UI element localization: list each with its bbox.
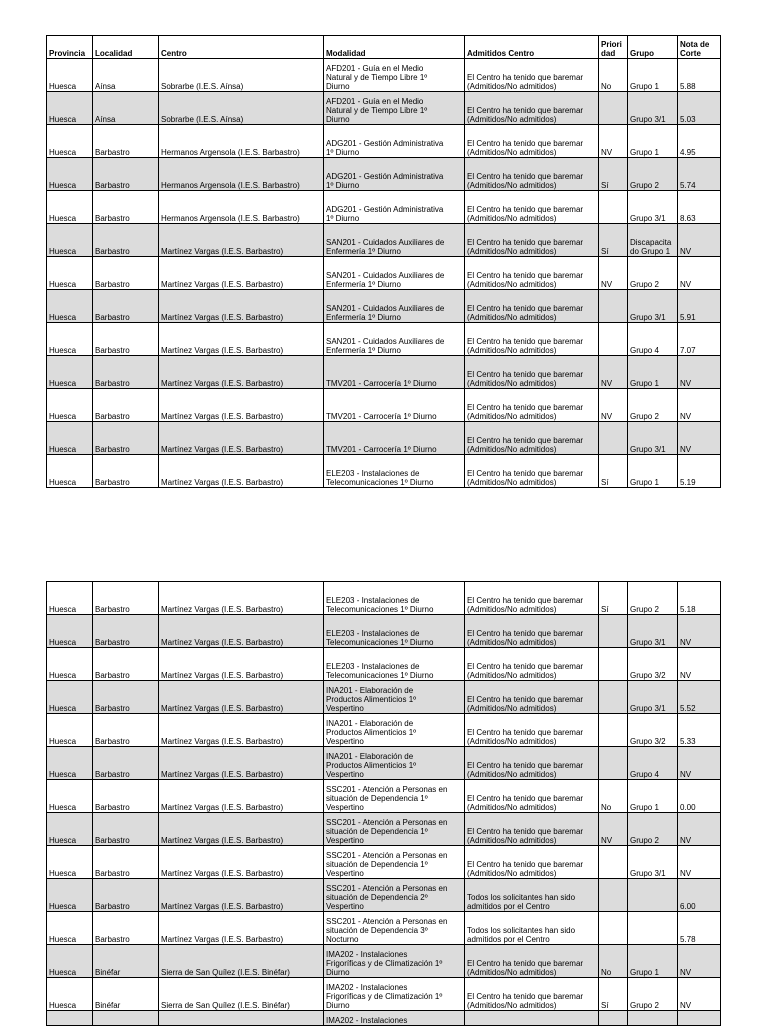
cell-prioridad: Sí [599,455,628,488]
table-row [47,747,721,780]
cell-prioridad [599,879,628,912]
cell-centro [159,1011,324,1026]
cell-modalidad: SSC201 - Atención a Personas en situación de Dependencia 1º Vespertino [324,813,465,846]
cell-localidad [93,1011,159,1026]
header-grupo: Grupo [628,36,678,59]
cell-modalidad: TMV201 - Carrocería 1º Diurno [324,422,465,455]
cell-prioridad [599,92,628,125]
cell-nota: 5.74 [678,158,721,191]
header-row [47,36,721,59]
cell-admitidos: El Centro ha tenido que baremar (Admitidos/No admitidos) [465,582,599,615]
cell-admitidos: Todos los solicitantes han sido admitidos por el Centro [465,879,599,912]
cell-localidad: Barbastro [93,780,159,813]
header-nota: Nota de Corte [678,36,721,59]
table-row [47,92,721,125]
cell-prioridad: NV [599,813,628,846]
cell-prioridad: No [599,945,628,978]
cell-provincia: Huesca [47,714,93,747]
table-row [47,356,721,389]
cell-grupo: Grupo 2 [628,813,678,846]
cell-prioridad [599,912,628,945]
cell-nota: 4.95 [678,125,721,158]
cell-modalidad: ELE203 - Instalaciones de Telecomunicaciones 1º Diurno [324,455,465,488]
cell-grupo: Grupo 3/1 [628,846,678,879]
header-admitidos: Admitidos Centro [465,36,599,59]
cell-localidad: Barbastro [93,455,159,488]
cell-provincia: Huesca [47,747,93,780]
cell-localidad: Aínsa [93,59,159,92]
cell-modalidad: SSC201 - Atención a Personas en situación de Dependencia 2º Vespertino [324,879,465,912]
cell-provincia: Huesca [47,125,93,158]
cell-modalidad: SAN201 - Cuidados Auxiliares de Enfermería 1º Diurno [324,290,465,323]
cell-nota: 5.52 [678,681,721,714]
cell-provincia: Huesca [47,191,93,224]
cell-modalidad: INA201 - Elaboración de Productos Alimenticios 1º Vespertino [324,747,465,780]
cell-centro: Hermanos Argensola (I.E.S. Barbastro) [159,125,324,158]
cell-centro: Martínez Vargas (I.E.S. Barbastro) [159,323,324,356]
table-row [47,978,721,1011]
cell-admitidos [465,1011,599,1026]
cell-centro: Sierra de San Quílez (I.E.S. Binéfar) [159,978,324,1011]
cell-provincia: Huesca [47,780,93,813]
cell-grupo: Grupo 4 [628,323,678,356]
cell-modalidad: INA201 - Elaboración de Productos Alimenticios 1º Vespertino [324,681,465,714]
cell-prioridad [599,681,628,714]
cell-centro: Martínez Vargas (I.E.S. Barbastro) [159,389,324,422]
cell-provincia: Huesca [47,290,93,323]
cell-nota: 5.18 [678,582,721,615]
cell-provincia: Huesca [47,257,93,290]
cell-modalidad: SSC201 - Atención a Personas en situación de Dependencia 1º Vespertino [324,846,465,879]
table-row [47,846,721,879]
cell-centro: Martínez Vargas (I.E.S. Barbastro) [159,455,324,488]
cell-grupo: Discapacita do Grupo 1 [628,224,678,257]
cell-grupo: Grupo 2 [628,257,678,290]
cell-modalidad: IMA202 - Instalaciones [324,1011,465,1026]
cell-centro: Martínez Vargas (I.E.S. Barbastro) [159,879,324,912]
cell-modalidad: TMV201 - Carrocería 1º Diurno [324,389,465,422]
cell-centro: Martínez Vargas (I.E.S. Barbastro) [159,290,324,323]
cell-localidad: Barbastro [93,681,159,714]
cell-localidad: Barbastro [93,648,159,681]
table-row [47,582,721,615]
table-row [47,191,721,224]
cell-grupo: Grupo 3/1 [628,92,678,125]
cell-provincia: Huesca [47,224,93,257]
cell-centro: Martínez Vargas (I.E.S. Barbastro) [159,582,324,615]
cell-localidad: Binéfar [93,978,159,1011]
table-row [47,290,721,323]
cell-prioridad [599,1011,628,1026]
cell-nota: 5.19 [678,455,721,488]
cell-grupo [628,1011,678,1026]
cell-localidad: Binéfar [93,945,159,978]
cell-modalidad: ELE203 - Instalaciones de Telecomunicaciones 1º Diurno [324,582,465,615]
cell-provincia: Huesca [47,158,93,191]
admissions-table-2 [46,581,721,1026]
cell-localidad: Barbastro [93,422,159,455]
table-row [47,59,721,92]
cell-modalidad: INA201 - Elaboración de Productos Alimenticios 1º Vespertino [324,714,465,747]
cell-prioridad [599,615,628,648]
table-row [47,648,721,681]
cell-prioridad: Sí [599,158,628,191]
cell-provincia: Huesca [47,615,93,648]
cell-admitidos: El Centro ha tenido que baremar (Admitidos/No admitidos) [465,747,599,780]
cell-grupo: Grupo 4 [628,747,678,780]
cell-centro: Martínez Vargas (I.E.S. Barbastro) [159,813,324,846]
cell-localidad: Barbastro [93,224,159,257]
cell-nota [678,1011,721,1026]
table-row [47,813,721,846]
table-row [47,879,721,912]
cell-provincia: Huesca [47,681,93,714]
cell-centro: Martínez Vargas (I.E.S. Barbastro) [159,714,324,747]
cell-centro: Martínez Vargas (I.E.S. Barbastro) [159,681,324,714]
cell-prioridad: No [599,59,628,92]
cell-prioridad: Sí [599,582,628,615]
cell-provincia: Huesca [47,846,93,879]
table-row [47,422,721,455]
cell-centro: Martínez Vargas (I.E.S. Barbastro) [159,912,324,945]
cell-grupo: Grupo 1 [628,125,678,158]
cell-localidad: Barbastro [93,615,159,648]
cell-grupo: Grupo 3/1 [628,191,678,224]
cell-localidad: Barbastro [93,747,159,780]
cell-grupo: Grupo 3/2 [628,648,678,681]
cell-nota: NV [678,615,721,648]
cell-modalidad: TMV201 - Carrocería 1º Diurno [324,356,465,389]
cell-provincia: Huesca [47,945,93,978]
cell-nota: 5.88 [678,59,721,92]
cell-admitidos: El Centro ha tenido que baremar (Admitidos/No admitidos) [465,714,599,747]
cell-provincia [47,1011,93,1026]
cell-admitidos: El Centro ha tenido que baremar (Admitidos/No admitidos) [465,846,599,879]
cell-nota: 5.91 [678,290,721,323]
table-row [47,945,721,978]
cell-localidad: Barbastro [93,356,159,389]
cell-localidad: Barbastro [93,125,159,158]
cell-grupo [628,879,678,912]
cell-prioridad [599,422,628,455]
cell-centro: Martínez Vargas (I.E.S. Barbastro) [159,257,324,290]
cell-prioridad [599,747,628,780]
cell-modalidad: SAN201 - Cuidados Auxiliares de Enfermería 1º Diurno [324,224,465,257]
header-localidad: Localidad [93,36,159,59]
cell-centro: Hermanos Argensola (I.E.S. Barbastro) [159,191,324,224]
cell-provincia: Huesca [47,813,93,846]
cell-grupo: Grupo 1 [628,455,678,488]
table-row [47,158,721,191]
table-row [47,1011,721,1026]
cell-admitidos: El Centro ha tenido que baremar (Admitidos/No admitidos) [465,422,599,455]
cell-nota: 0.00 [678,780,721,813]
cell-nota: NV [678,747,721,780]
cell-centro: Martínez Vargas (I.E.S. Barbastro) [159,648,324,681]
cell-provincia: Huesca [47,978,93,1011]
cell-localidad: Barbastro [93,714,159,747]
cell-grupo: Grupo 2 [628,978,678,1011]
cell-centro: Martínez Vargas (I.E.S. Barbastro) [159,224,324,257]
cell-prioridad [599,846,628,879]
cell-admitidos: Todos los solicitantes han sido admitidos por el Centro [465,912,599,945]
cell-provincia: Huesca [47,455,93,488]
cell-modalidad: SSC201 - Atención a Personas en situación de Dependencia 3º Nocturno [324,912,465,945]
header-modalidad: Modalidad [324,36,465,59]
cell-centro: Martínez Vargas (I.E.S. Barbastro) [159,422,324,455]
cell-localidad: Barbastro [93,257,159,290]
cell-modalidad: AFD201 - Guía en el Medio Natural y de Tiempo Libre 1º Diurno [324,92,465,125]
cell-provincia: Huesca [47,879,93,912]
cell-admitidos: El Centro ha tenido que baremar (Admitidos/No admitidos) [465,323,599,356]
cell-modalidad: ADG201 - Gestión Administrativa 1º Diurno [324,191,465,224]
cell-admitidos: El Centro ha tenido que baremar (Admitidos/No admitidos) [465,813,599,846]
table-row [47,323,721,356]
cell-provincia: Huesca [47,648,93,681]
cell-nota: NV [678,422,721,455]
cell-grupo: Grupo 3/2 [628,714,678,747]
cell-centro: Martínez Vargas (I.E.S. Barbastro) [159,846,324,879]
cell-modalidad: SAN201 - Cuidados Auxiliares de Enfermería 1º Diurno [324,323,465,356]
cell-nota: 6.00 [678,879,721,912]
cell-admitidos: El Centro ha tenido que baremar (Admitidos/No admitidos) [465,59,599,92]
cell-modalidad: ADG201 - Gestión Administrativa 1º Diurno [324,158,465,191]
cell-grupo: Grupo 2 [628,582,678,615]
cell-prioridad [599,290,628,323]
table-row [47,455,721,488]
header-prioridad: Priori dad [599,36,628,59]
cell-grupo: Grupo 3/1 [628,290,678,323]
cell-provincia: Huesca [47,356,93,389]
table-row [47,389,721,422]
cell-admitidos: El Centro ha tenido que baremar (Admitidos/No admitidos) [465,648,599,681]
cell-nota: NV [678,356,721,389]
cell-grupo: Grupo 1 [628,356,678,389]
admissions-table-1 [46,35,721,488]
cell-provincia: Huesca [47,92,93,125]
table-row [47,125,721,158]
table-row [47,714,721,747]
cell-admitidos: El Centro ha tenido que baremar (Admitidos/No admitidos) [465,125,599,158]
cell-modalidad: AFD201 - Guía en el Medio Natural y de Tiempo Libre 1º Diurno [324,59,465,92]
cell-prioridad [599,191,628,224]
cell-centro: Sobrarbe (I.E.S. Aínsa) [159,92,324,125]
cell-admitidos: El Centro ha tenido que baremar (Admitidos/No admitidos) [465,389,599,422]
cell-grupo: Grupo 3/1 [628,681,678,714]
cell-prioridad: NV [599,257,628,290]
cell-admitidos: El Centro ha tenido que baremar (Admitidos/No admitidos) [465,257,599,290]
header-provincia: Provincia [47,36,93,59]
table-row [47,681,721,714]
cell-modalidad: ADG201 - Gestión Administrativa 1º Diurno [324,125,465,158]
cell-prioridad: NV [599,356,628,389]
cell-admitidos: El Centro ha tenido que baremar (Admitidos/No admitidos) [465,290,599,323]
cell-grupo: Grupo 1 [628,945,678,978]
cell-prioridad: NV [599,125,628,158]
cell-grupo: Grupo 3/1 [628,422,678,455]
cell-centro: Sierra de San Quílez (I.E.S. Binéfar) [159,945,324,978]
cell-localidad: Barbastro [93,389,159,422]
cell-grupo: Grupo 3/1 [628,615,678,648]
cell-nota: NV [678,846,721,879]
cell-grupo: Grupo 1 [628,780,678,813]
cell-provincia: Huesca [47,323,93,356]
cell-grupo [628,912,678,945]
cell-admitidos: El Centro ha tenido que baremar (Admitidos/No admitidos) [465,945,599,978]
cell-centro: Sobrarbe (I.E.S. Aínsa) [159,59,324,92]
cell-admitidos: El Centro ha tenido que baremar (Admitidos/No admitidos) [465,158,599,191]
cell-grupo: Grupo 2 [628,158,678,191]
cell-provincia: Huesca [47,389,93,422]
cell-modalidad: ELE203 - Instalaciones de Telecomunicaciones 1º Diurno [324,648,465,681]
cell-modalidad: IMA202 - Instalaciones Frigoríficas y de Climatización 1º Diurno [324,978,465,1011]
cell-nota: NV [678,224,721,257]
cell-modalidad: SAN201 - Cuidados Auxiliares de Enfermería 1º Diurno [324,257,465,290]
cell-prioridad: NV [599,389,628,422]
cell-nota: 5.78 [678,912,721,945]
table-row [47,912,721,945]
cell-nota: NV [678,257,721,290]
cell-localidad: Barbastro [93,912,159,945]
cell-provincia: Huesca [47,582,93,615]
cell-prioridad [599,323,628,356]
cell-centro: Hermanos Argensola (I.E.S. Barbastro) [159,158,324,191]
cell-nota: 5.03 [678,92,721,125]
cell-grupo: Grupo 2 [628,389,678,422]
cell-admitidos: El Centro ha tenido que baremar (Admitidos/No admitidos) [465,780,599,813]
cell-localidad: Barbastro [93,158,159,191]
cell-nota: 5.33 [678,714,721,747]
cell-localidad: Barbastro [93,582,159,615]
table-row [47,615,721,648]
cell-prioridad [599,714,628,747]
table-row [47,780,721,813]
cell-localidad: Barbastro [93,846,159,879]
cell-modalidad: IMA202 - Instalaciones Frigoríficas y de Climatización 1º Diurno [324,945,465,978]
cell-prioridad: No [599,780,628,813]
table-row [47,224,721,257]
cell-grupo: Grupo 1 [628,59,678,92]
cell-localidad: Barbastro [93,879,159,912]
cell-localidad: Aínsa [93,92,159,125]
cell-nota: NV [678,648,721,681]
cell-admitidos: El Centro ha tenido que baremar (Admitidos/No admitidos) [465,224,599,257]
cell-nota: NV [678,389,721,422]
cell-provincia: Huesca [47,422,93,455]
cell-centro: Martínez Vargas (I.E.S. Barbastro) [159,780,324,813]
cell-prioridad [599,648,628,681]
cell-prioridad: Sí [599,978,628,1011]
cell-admitidos: El Centro ha tenido que baremar (Admitidos/No admitidos) [465,681,599,714]
cell-admitidos: El Centro ha tenido que baremar (Admitidos/No admitidos) [465,92,599,125]
cell-localidad: Barbastro [93,290,159,323]
cell-localidad: Barbastro [93,813,159,846]
cell-modalidad: ELE203 - Instalaciones de Telecomunicaciones 1º Diurno [324,615,465,648]
cell-localidad: Barbastro [93,191,159,224]
cell-nota: NV [678,945,721,978]
cell-admitidos: El Centro ha tenido que baremar (Admitidos/No admitidos) [465,191,599,224]
cell-provincia: Huesca [47,912,93,945]
cell-admitidos: El Centro ha tenido que baremar (Admitidos/No admitidos) [465,978,599,1011]
cell-provincia: Huesca [47,59,93,92]
cell-admitidos: El Centro ha tenido que baremar (Admitidos/No admitidos) [465,356,599,389]
cell-centro: Martínez Vargas (I.E.S. Barbastro) [159,356,324,389]
table-row [47,257,721,290]
cell-admitidos: El Centro ha tenido que baremar (Admitidos/No admitidos) [465,455,599,488]
cell-nota: NV [678,813,721,846]
cell-nota: 8.63 [678,191,721,224]
cell-nota: 7.07 [678,323,721,356]
cell-centro: Martínez Vargas (I.E.S. Barbastro) [159,615,324,648]
cell-modalidad: SSC201 - Atención a Personas en situación de Dependencia 1º Vespertino [324,780,465,813]
cell-centro: Martínez Vargas (I.E.S. Barbastro) [159,747,324,780]
cell-prioridad: Sí [599,224,628,257]
cell-nota: NV [678,978,721,1011]
cell-localidad: Barbastro [93,323,159,356]
header-centro: Centro [159,36,324,59]
cell-admitidos: El Centro ha tenido que baremar (Admitidos/No admitidos) [465,615,599,648]
